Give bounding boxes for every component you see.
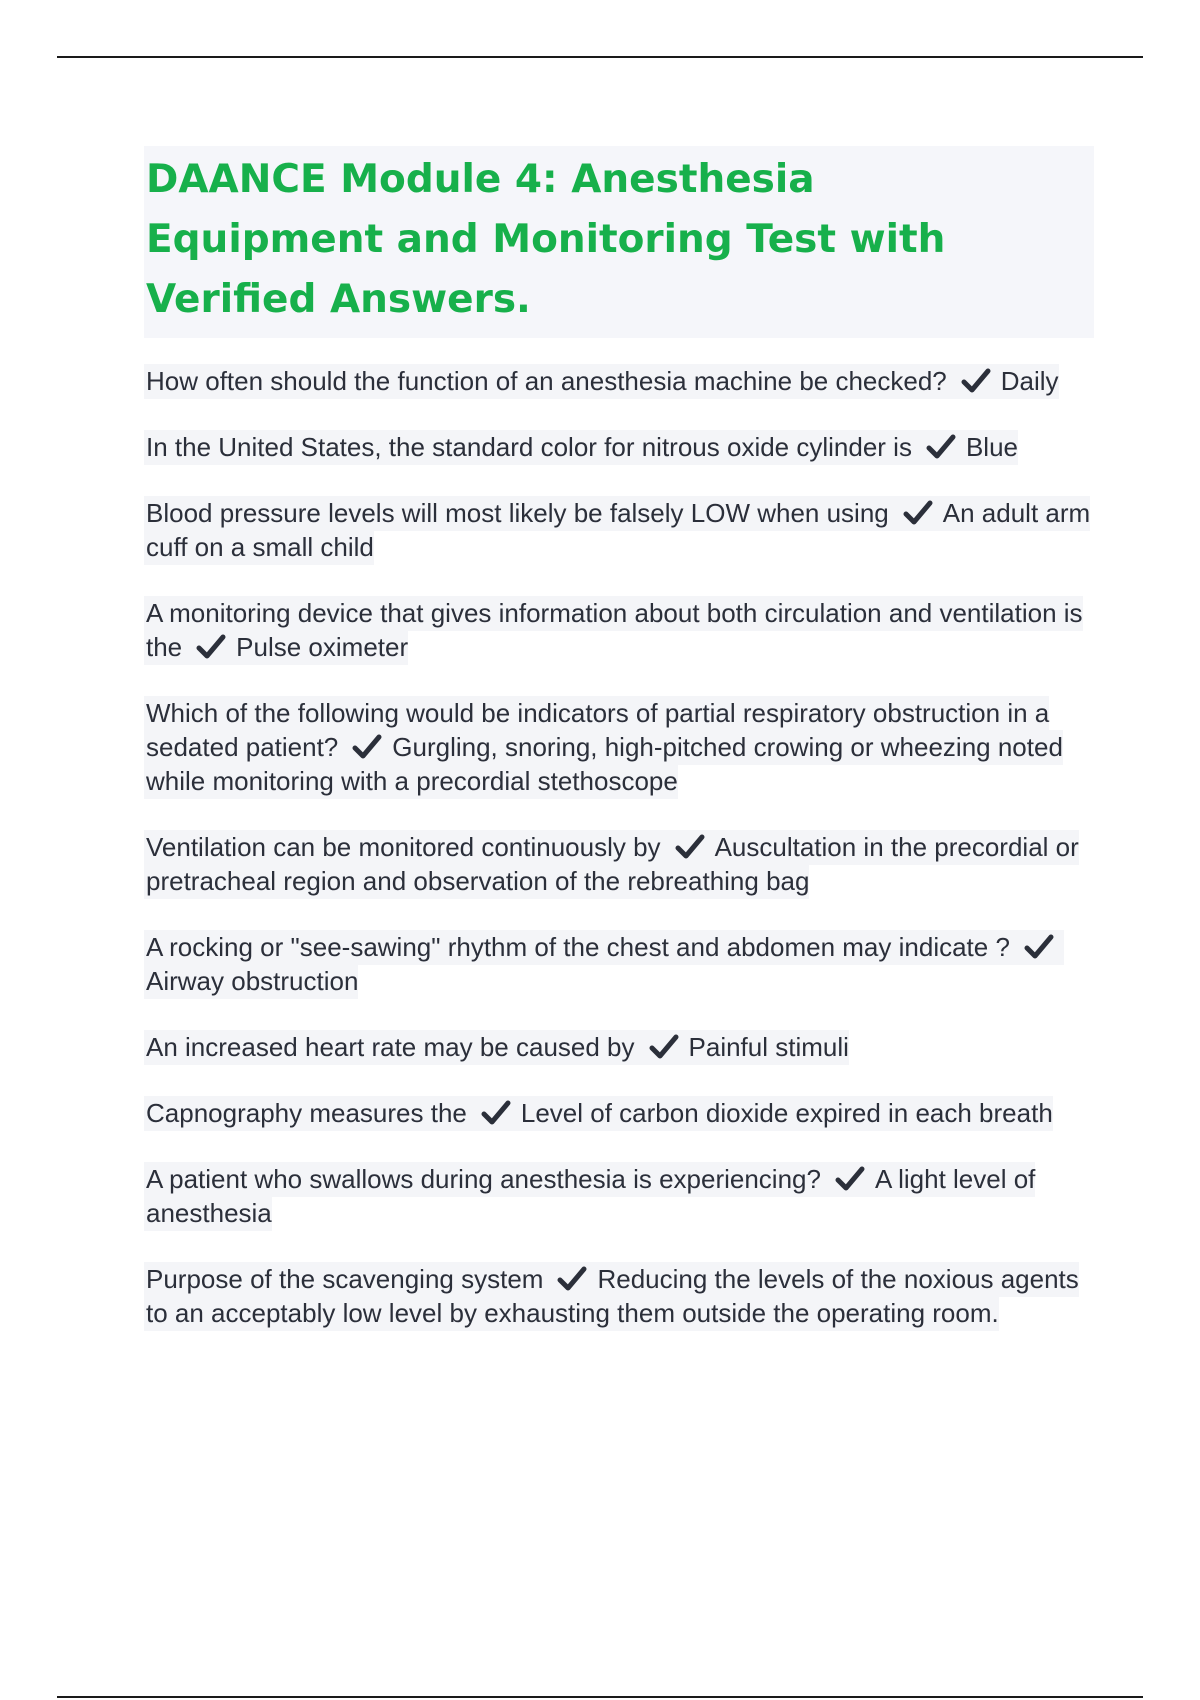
document-title: DAANCE Module 4: Anesthesia Equipment and Monitoring Test with Verified Answers. <box>144 146 1094 338</box>
header-rule <box>57 56 1143 58</box>
answer-text: Level of carbon dioxide expired in each breath <box>520 1098 1053 1128</box>
answer-text: Blue <box>965 432 1019 462</box>
qa-item <box>144 364 1094 398</box>
qa-item <box>144 596 1094 664</box>
answer-text: Daily <box>1000 366 1059 396</box>
document-body <box>144 146 1094 1362</box>
qa-list <box>144 364 1094 1330</box>
question-text: Capnography measures the <box>146 1098 467 1128</box>
answer-text: Painful stimuli <box>688 1032 849 1062</box>
answer-text: Airway obstruction <box>146 966 359 996</box>
checkmark-icon <box>481 1100 511 1126</box>
question-text: A patient who swallows during anesthesia is experiencing? <box>146 1164 821 1194</box>
question-text: In the United States, the standard color for nitrous oxide cylinder is <box>146 432 912 462</box>
checkmark-icon <box>961 368 991 394</box>
checkmark-icon <box>557 1266 587 1292</box>
question-text: How often should the function of an anesthesia machine be checked? <box>146 366 947 396</box>
footer-rule <box>57 1696 1143 1698</box>
qa-item <box>144 830 1094 898</box>
answer-text: Reducing the levels of the noxious agents to an acceptably low level by exhausting them outside the operating room. <box>146 1264 1079 1328</box>
checkmark-icon <box>1024 934 1054 960</box>
qa-item <box>144 1262 1094 1330</box>
answer-text: An adult arm cuff on a small child <box>146 498 1091 562</box>
qa-item <box>144 930 1094 998</box>
qa-item <box>144 1030 1094 1064</box>
qa-item <box>144 496 1094 564</box>
qa-item <box>144 1162 1094 1230</box>
qa-item <box>144 430 1094 464</box>
question-text: Purpose of the scavenging system <box>146 1264 544 1294</box>
answer-text: A light level of anesthesia <box>146 1164 1036 1228</box>
qa-item <box>144 696 1094 798</box>
qa-item <box>144 1096 1094 1130</box>
question-text: A rocking or "see-sawing" rhythm of the chest and abdomen may indicate ? <box>146 932 1010 962</box>
answer-text: Auscultation in the precordial or pretracheal region and observation of the rebreathing bag <box>146 832 1079 896</box>
question-text: An increased heart rate may be caused by <box>146 1032 635 1062</box>
checkmark-icon <box>352 734 382 760</box>
question-text: A monitoring device that gives information about both circulation and ventilation is the <box>146 598 1083 662</box>
answer-text: Gurgling, snoring, high-pitched crowing or wheezing noted while monitoring with a precordial stethoscope <box>146 732 1063 796</box>
checkmark-icon <box>196 634 226 660</box>
answer-text: Pulse oximeter <box>236 632 409 662</box>
checkmark-icon <box>903 500 933 526</box>
question-text: Blood pressure levels will most likely be falsely LOW when using <box>146 498 889 528</box>
checkmark-icon <box>649 1034 679 1060</box>
checkmark-icon <box>675 834 705 860</box>
checkmark-icon <box>926 434 956 460</box>
question-text: Ventilation can be monitored continuously by <box>146 832 661 862</box>
question-text: Which of the following would be indicators of partial respiratory obstruction in a sedated patient? <box>146 698 1050 762</box>
checkmark-icon <box>835 1166 865 1192</box>
